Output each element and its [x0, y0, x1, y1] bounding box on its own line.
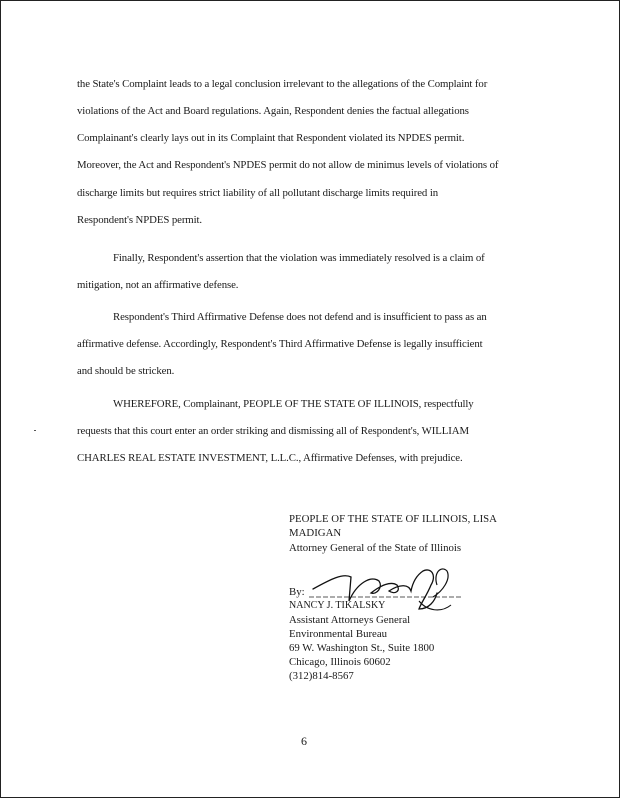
body-line: requests that this court enter an order striking and dismissing all of Respondent's, WILLIAM [77, 425, 469, 437]
address-city: Chicago, Illinois 60602 [289, 656, 391, 668]
signer-title: Assistant Attorneys General [289, 614, 411, 626]
body-line: Respondent's NPDES permit. [77, 214, 203, 226]
body-line: the State's Complaint leads to a legal conclusion irrelevant to the allegations of the Complaint for [77, 78, 488, 90]
body-line: violations of the Act and Board regulations. Again, Respondent denies the factual allegations [77, 105, 469, 117]
body-line: WHEREFORE, Complainant, PEOPLE OF THE STATE OF ILLINOIS, respectfully [113, 398, 474, 410]
body-line: mitigation, not an affirmative defense. [77, 279, 239, 291]
body-line: Complainant's clearly lays out in its Complaint that Respondent violated its NPDES permit. [77, 132, 465, 144]
party-title: Attorney General of the State of Illinois [289, 542, 462, 554]
scan-speck [34, 430, 36, 431]
phone-number: (312)814-8567 [289, 670, 354, 682]
body-line: CHARLES REAL ESTATE INVESTMENT, L.L.C., Affirmative Defenses, with prejudice. [77, 452, 463, 464]
body-line: Respondent's Third Affirmative Defense does not defend and is insufficient to pass as an [113, 311, 487, 323]
by-label: By: [289, 586, 305, 598]
party-name-cont: MADIGAN [289, 527, 342, 539]
page-number: 6 [301, 734, 307, 748]
signer-name: NANCY J. TIKALSKY [289, 600, 386, 611]
party-name: PEOPLE OF THE STATE OF ILLINOIS, LISA [289, 513, 497, 525]
body-line: Finally, Respondent's assertion that the violation was immediately resolved is a claim of [113, 252, 485, 264]
address-street: 69 W. Washington St., Suite 1800 [289, 642, 435, 654]
body-line: affirmative defense. Accordingly, Respondent's Third Affirmative Defense is legally insufficient [77, 338, 483, 350]
body-line: and should be stricken. [77, 365, 175, 377]
bureau-name: Environmental Bureau [289, 628, 388, 640]
body-line: discharge limits but requires strict liability of all pollutant discharge limits required in [77, 187, 439, 199]
body-line: Moreover, the Act and Respondent's NPDES permit do not allow de minimus levels of violations of [77, 159, 499, 171]
